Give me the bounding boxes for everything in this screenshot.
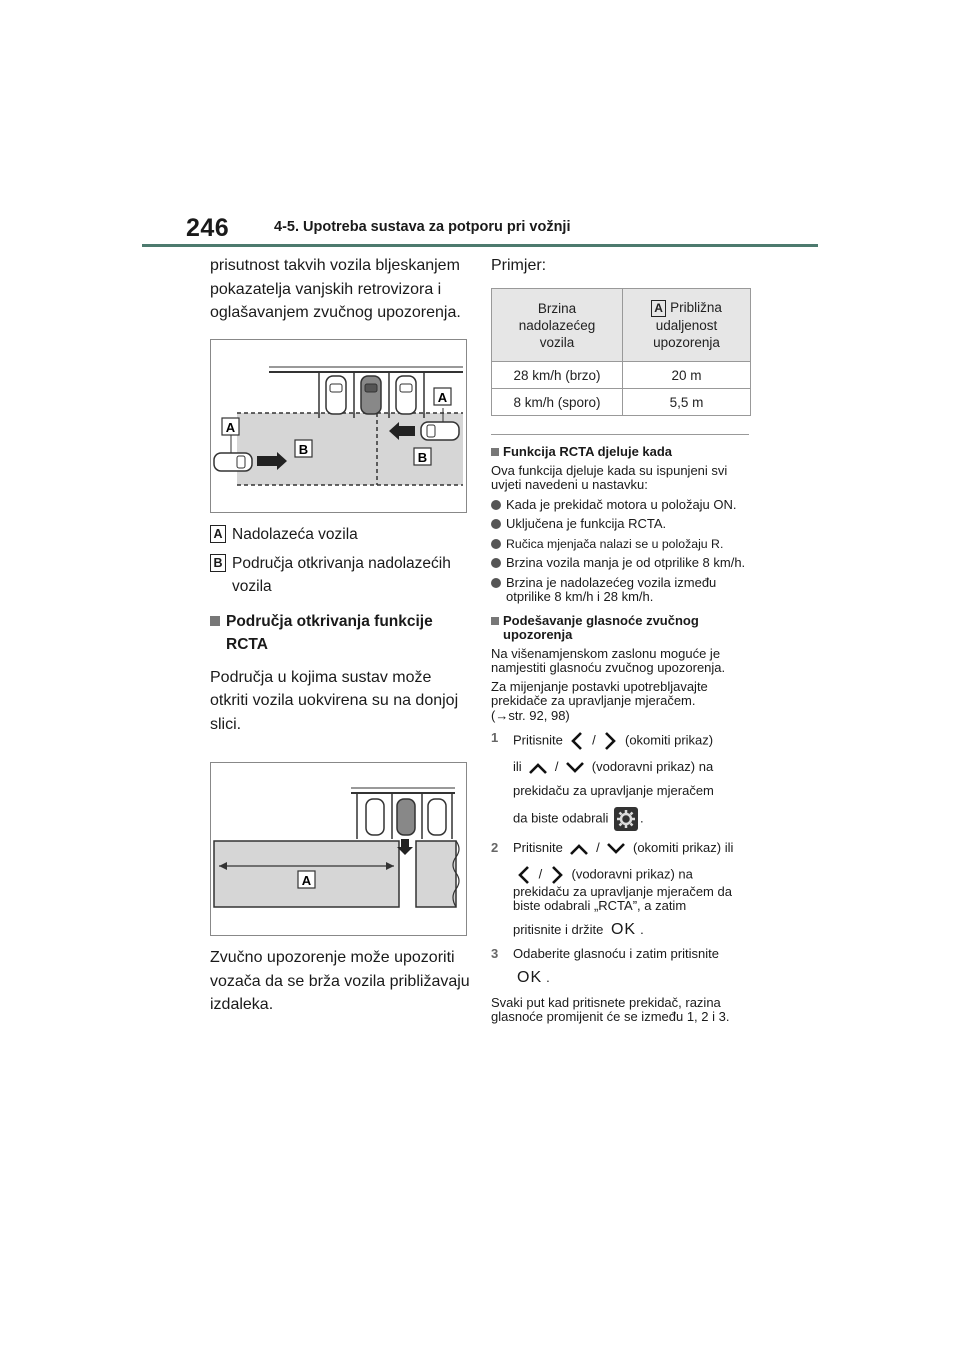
condition-text: Uključena je funkcija RCTA.: [506, 516, 667, 531]
chevron-down-icon: [606, 842, 626, 856]
list-item: [491, 576, 753, 605]
table-cell-distance: 20 m: [623, 362, 751, 389]
figure1-label-b-right: B: [417, 449, 428, 465]
table-header-speed: [492, 289, 623, 362]
condition-text: Kada je prekidač motora u položaju ON.: [506, 496, 737, 512]
areas-heading-text: Područja otkrivanja funkcije RCTA: [226, 612, 433, 653]
detection-area-illustration: [211, 763, 466, 935]
condition-text: Ručica mjenjača nalazi se u položaju R.: [506, 536, 724, 551]
detection-area-figure: [210, 762, 467, 936]
example-label: Primjer:: [491, 257, 547, 274]
step1-slash: /: [554, 759, 559, 774]
volume-text-2: Za mijenjanje postavki upotrebljavajte prekidače za upravljanje mjeračem.: [491, 678, 708, 708]
bullet-icon: [491, 558, 501, 568]
condition-text: Brzina je nadolazećeg vozila između otprilike 8 km/h i 28 km/h.: [506, 574, 717, 604]
areas-heading: [210, 610, 472, 656]
bullet-icon: [491, 539, 501, 549]
legend-text-b: Područja otkrivanja nadolazećih vozila: [232, 554, 451, 595]
volume-heading: [491, 614, 753, 643]
step2-text-c: (vodoravni prikaz) na: [571, 866, 693, 882]
step1-text-a: Pritisnite: [513, 732, 563, 748]
page-number: 246: [186, 214, 230, 242]
areas-paragraph: Područja u kojima sustav može otkriti vozila uokvirena su na donjoj slici.: [210, 668, 459, 733]
step2-slash: /: [596, 840, 600, 856]
chevron-left-icon: [516, 865, 532, 885]
step3-text-b: .: [546, 969, 550, 985]
step2-text-e: pritisnite i držite: [513, 921, 604, 937]
step-3: [491, 947, 753, 985]
chevron-up-icon: [569, 842, 589, 856]
header-distance-line1: Približna: [670, 300, 722, 315]
figure1-label-a-right: A: [437, 389, 448, 405]
table-header-distance: [623, 289, 751, 362]
heading-square-icon: [491, 448, 499, 456]
rcta-approach-illustration: [211, 340, 466, 512]
table-row: [492, 362, 751, 389]
header-distance-line2: udaljenost: [655, 318, 718, 333]
table-cell-distance: 5,5 m: [623, 389, 751, 416]
step1-slash: /: [592, 732, 596, 748]
step2-text-f: .: [640, 921, 644, 937]
works-heading-text: Funkcija RCTA djeluje kada: [503, 444, 673, 459]
figure2-label-a: A: [301, 873, 312, 888]
step2-text-d: prekidaču za upravljanje mjeračem da biste odabrali „RCTA”, a zatim: [513, 883, 732, 914]
right-column: [491, 254, 753, 1025]
list-item: [491, 556, 753, 571]
section-divider: [491, 434, 749, 435]
warning-paragraph: Zvučno upozorenje može upozoriti vozača da se brža vozila približavaju izdaleka.: [210, 949, 470, 1013]
chevron-right-icon: [602, 731, 618, 751]
step-number: 3: [491, 946, 499, 962]
step1-text-e: prekidaču za upravljanje mjeračem: [513, 782, 714, 798]
figure1-label-a-left: A: [225, 419, 236, 435]
ok-button-icon: OK: [610, 920, 637, 938]
bullet-icon: [491, 578, 501, 588]
legend-item-b: [210, 552, 472, 598]
chevron-right-icon: [549, 865, 565, 885]
left-column: [210, 254, 472, 1017]
table-key-a: A: [651, 300, 666, 317]
rcta-approach-figure: [210, 339, 467, 513]
legend-key-a: A: [210, 525, 226, 543]
intro-paragraph: prisutnost takvih vozila bljeskanjem pokazatelja vanjskih retrovizora i oglašavanjem zvučnog upozorenja.: [210, 257, 461, 321]
legend-key-b: B: [210, 554, 226, 572]
step3-text-a: Odaberite glasnoću i zatim pritisnite: [513, 946, 719, 962]
bullet-icon: [491, 500, 501, 510]
ok-button-icon: OK: [517, 969, 543, 987]
chevron-down-icon: [565, 761, 585, 775]
condition-text: Brzina vozila manja je od otprilike 8 km/h.: [506, 555, 746, 570]
works-intro: Ova funkcija djeluje kada su ispunjeni svi uvjeti navedeni u nastavku:: [491, 462, 728, 492]
volume-text-1: Na višenamjenskom zaslonu moguće je namjestiti glasnoću zvučnog upozorenja.: [491, 645, 726, 675]
list-item: [491, 537, 753, 552]
step1-text-b: (okomiti prikaz): [624, 732, 714, 748]
header-distance-line3: upozorenja: [653, 335, 720, 350]
section-title: 4-5. Upotreba sustava za potporu pri vožnji: [274, 219, 571, 235]
legend-text-a: Nadolazeća vozila: [232, 525, 358, 543]
volume-heading-text: Podešavanje glasnoće zvučnog upozorenja: [503, 612, 699, 642]
step-1: [491, 731, 753, 831]
step2-slash: /: [538, 866, 543, 882]
step2-text-b: (okomiti prikaz) ili: [632, 840, 734, 856]
step-2: [491, 841, 753, 937]
figure1-label-b-left: B: [298, 441, 309, 457]
volume-ref: (→str. 92, 98): [491, 707, 570, 723]
table-row: [492, 389, 751, 416]
example-table: [491, 288, 751, 416]
step1-text-d: (vodoravni prikaz) na: [591, 759, 714, 774]
step1-text-f: da biste odabrali: [513, 810, 609, 826]
table-cell-speed: 8 km/h (sporo): [492, 389, 623, 416]
header-rule: [142, 244, 818, 247]
list-item: [491, 498, 753, 513]
chevron-left-icon: [569, 731, 585, 751]
heading-square-icon: [210, 616, 220, 626]
heading-square-icon: [491, 617, 499, 625]
footer-note: Svaki put kad pritisnete prekidač, razina glasnoće promijenit će se između 1, 2 i 3.: [491, 994, 730, 1025]
legend-item-a: [210, 523, 472, 546]
list-item: [491, 517, 753, 532]
step1-text-g: .: [640, 810, 644, 826]
table-cell-speed: 28 km/h (brzo): [492, 362, 623, 389]
chevron-up-icon: [528, 761, 548, 775]
gear-icon: [614, 807, 638, 831]
step-number: 1: [491, 730, 499, 745]
step-number: 2: [491, 840, 499, 856]
step1-text-c: ili: [513, 759, 522, 774]
bullet-icon: [491, 519, 501, 529]
step2-text-a: Pritisnite: [513, 840, 563, 856]
works-heading: [491, 445, 753, 460]
header-speed-text: Brzina nadolazećeg vozila: [518, 300, 596, 350]
